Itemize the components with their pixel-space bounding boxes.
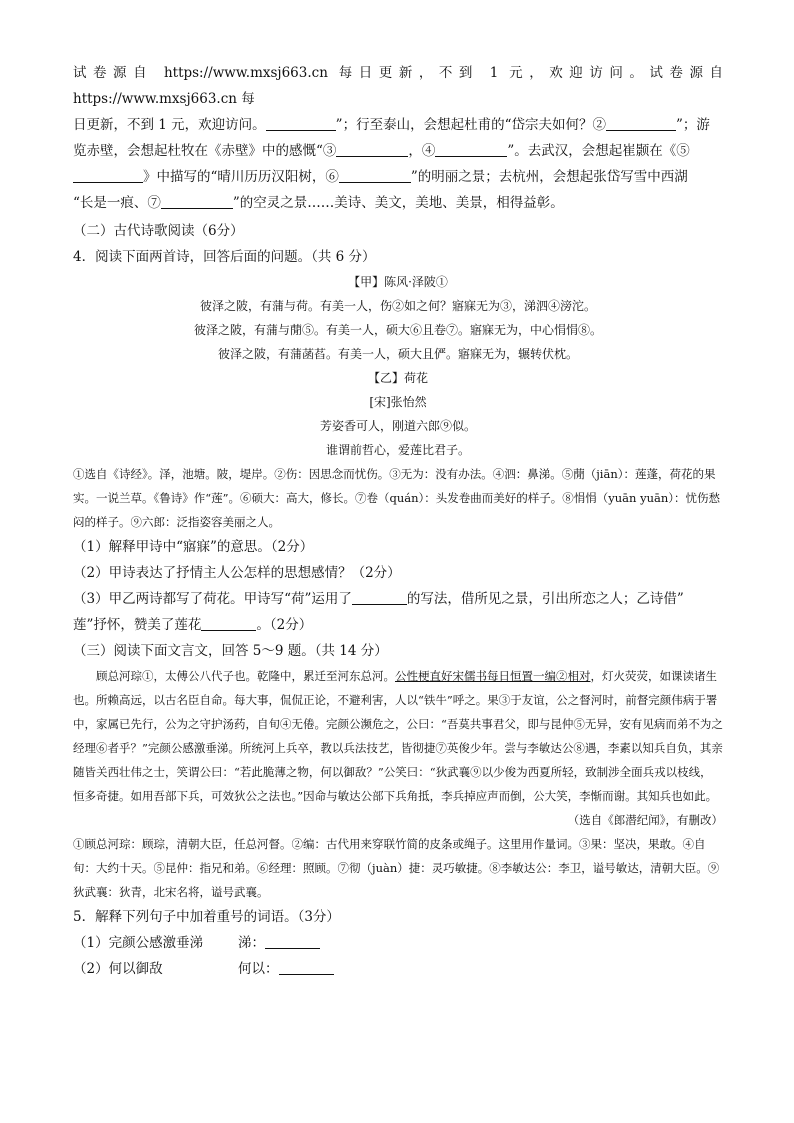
answer-blank-2[interactable] xyxy=(606,116,676,131)
answer-blank-5[interactable] xyxy=(73,168,143,183)
text: （1）完颜公感激垂涕 xyxy=(73,935,204,951)
text: 。（2分） xyxy=(256,617,313,633)
question-4: 4．阅读下面两首诗，回答后面的问题。（共 6 分） xyxy=(73,249,376,265)
answer-blank-1[interactable] xyxy=(266,116,336,131)
poem-a-line: 彼泽之陂，有蒲菡萏。有美一人，硕大且俨。寤寐无为，辗转伏枕。 xyxy=(217,347,578,361)
text: 览赤壁，会想起杜牧在《赤壁》中的感慨“③ xyxy=(73,143,337,159)
answer-blank-3[interactable] xyxy=(336,142,408,157)
question-4-2: （2）甲诗表达了抒情主人公怎样的思想感情？（2分） xyxy=(73,565,401,581)
poem-b-title: 【乙】荷花 xyxy=(367,371,428,385)
section-3-heading: （三）阅读下面文言文，回答 5～9 题。（共 14 分） xyxy=(73,643,388,659)
text: ”的空灵之景……美诗、美文，美地、美景，相得益彰。 xyxy=(232,195,564,211)
answer-blank-4[interactable] xyxy=(435,142,507,157)
intro-line-3 xyxy=(73,138,723,164)
poem-b-author: [宋]张怡然 xyxy=(369,395,427,409)
text: 》中描写的“晴川历历汉阳树，⑥ xyxy=(143,169,339,185)
text: ”的明丽之景；去杭州，会想起张岱写雪中西湖 xyxy=(410,169,688,185)
section-2-heading: （二）古代诗歌阅读（6分） xyxy=(73,223,244,239)
text: ，灯火荧荧，如课读诸生也。所赖高远，以古名臣自命。每大事，侃侃正论，不避利害，人以“铁牛”呼之。果③于友谊，公之督河时，前督完颜伟病于署中，家属已先行，公为之守护汤药，自旬④无倦。完颜公濒危之，公曰：“吾莫共事君父，即与昆仲⑤无异，安有见病而弟不为之经理⑥者乎？”完颜公感激垂涕。所统河上兵卒，教以兵法技艺，皆彻捷⑦英俊少年。尝与李敏达公⑧遇，李素以知兵自负，其亲随皆关西壮伟之士，笑谓公曰：“若此脆薄之物，何以御敌？”公笑曰：“狄武襄⑨以少俊为西夏所轻，致制涉全面兵戎以枝线，恒多奇捷。如用吾部下兵，可效狄公之法也。”因命与敏达公部下兵角抵，李兵掉应声而倒，公大笑，李惭而谢。其知兵也如此。 xyxy=(73,669,723,803)
question-5-1 xyxy=(73,930,723,956)
poem-b-line: 谁谓前哲心，爱莲比君子。 xyxy=(325,443,470,457)
answer-blank-7[interactable] xyxy=(161,194,233,209)
question-4-3-cont xyxy=(73,612,723,638)
intro-line-2 xyxy=(73,112,723,138)
text: 何以： xyxy=(238,961,279,977)
text: 顾总河琮①，太傅公八代子也。乾隆中，累迁至河东总河。 xyxy=(96,669,395,683)
answer-blank-q5-2[interactable] xyxy=(279,960,334,975)
answer-blank-6[interactable] xyxy=(339,168,411,183)
text: ”。去武汉，会想起崔颢在《⑤ xyxy=(507,143,690,159)
poem-b-line: 芳姿香可人，刚道六郎⑨似。 xyxy=(319,419,476,433)
passage-notes: ①顾总河琮：顾琮，清朝大臣，任总河督。②编：古代用来穿联竹简的皮条或绳子。这里用作量词。③果：坚决，果敢。④自旬：大约十天。⑤昆仲：指兄和弟。⑥经理：照顾。⑦彻（juàn）捷：灵巧敏捷。⑧李敏达公：李卫，谥号敏达，清朝大臣。⑨狄武襄：狄青，北宋名将，谥号武襄。 xyxy=(73,837,720,899)
poem-a-line: 彼泽之陂，有蒲与荷。有美一人，伤②如之何？寤寐无为③，涕泗④滂沱。 xyxy=(199,299,596,313)
text: 的写法，借所见之景，引出所恋之人；乙诗借” xyxy=(406,591,684,607)
intro-line-4 xyxy=(73,164,723,190)
poem-notes: ①选自《诗经》。泽，池塘。陂，堤岸。②伤：因思念而忧伤。③无为：没有办法。④泗：鼻涕。⑤蕑（jiān）：莲蓬，荷花的果实。一说兰草。《鲁诗》作“莲”。⑥硕大：高大，修长。⑦卷（quán）：头发卷曲而美好的样子。⑧悁悁（yuān yuān）：忧伤愁闷的样子。⑨六郎：泛指姿容美丽之人。 xyxy=(73,467,721,529)
text: 涕： xyxy=(238,935,265,951)
text: 日更新，不到 1 元，欢迎访问。 xyxy=(73,117,266,133)
answer-blank-q5-1[interactable] xyxy=(265,934,320,949)
passage-source: （选自《郎潜纪闻》，有删改） xyxy=(567,813,723,827)
text: ，④ xyxy=(408,143,436,159)
answer-blank-q3-2[interactable] xyxy=(201,616,256,631)
question-5-2 xyxy=(73,956,723,982)
question-4-3 xyxy=(73,586,723,612)
intro-line-5 xyxy=(73,190,723,216)
poem-a-title: 【甲】陈风·泽陂① xyxy=(348,275,448,289)
poem-a-line: 彼泽之陂，有蒲与蕑⑤。有美一人，硕大⑥且卷⑦。寤寐无为，中心悁悁⑧。 xyxy=(193,323,602,337)
intro-line-1: 试卷源自 https://www.mxsj663.cn 每日更新，不到 1 元，欢迎访问。试卷源自 https://www.mxsj663.cn 每 xyxy=(73,65,723,107)
text: （3）甲乙两诗都写了荷花。甲诗写“荷”运用了 xyxy=(73,591,352,607)
document-page xyxy=(73,60,723,982)
question-4-1: （1）解释甲诗中“寤寐”的意思。（2分） xyxy=(73,539,314,555)
text: （2）何以御敌 xyxy=(73,961,163,977)
text: ”；行至泰山，会想起杜甫的“岱宗夫如何？② xyxy=(335,117,606,133)
text: “长是一痕、⑦ xyxy=(73,195,161,211)
classical-passage xyxy=(73,664,723,808)
answer-blank-q3-1[interactable] xyxy=(352,590,407,605)
text: ”；游 xyxy=(675,117,710,133)
text: 莲”抒怀，赞美了莲花 xyxy=(73,617,202,633)
question-5: 5．解释下列句子中加着重号的词语。（3分） xyxy=(73,909,340,925)
underlined-sentence: 公性梗直好宋儒书每日恒置一编②相对 xyxy=(395,669,591,683)
